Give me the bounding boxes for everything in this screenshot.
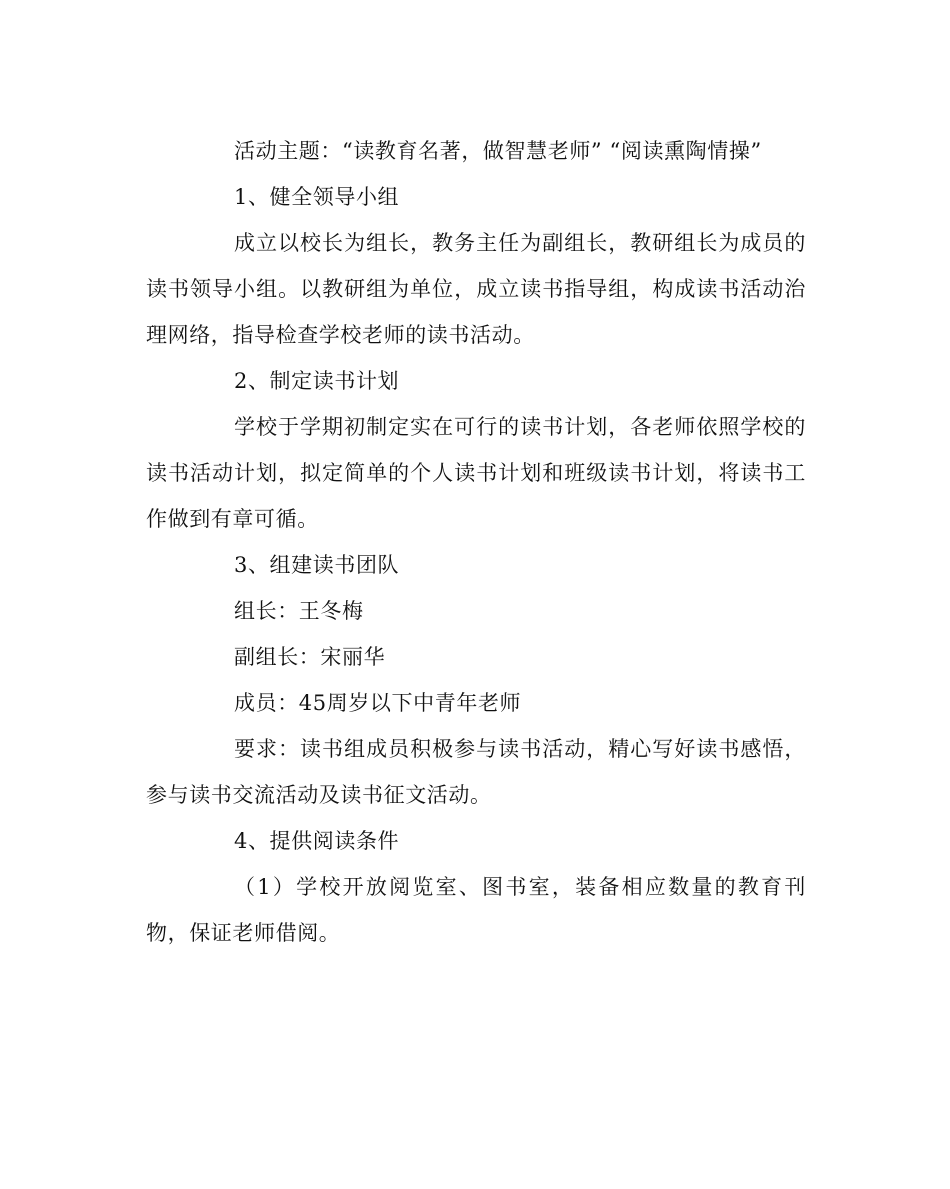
section-heading-3: 3、组建读书团队 <box>234 553 400 577</box>
section-heading-1: 1、健全领导小组 <box>234 185 400 209</box>
document-body <box>146 128 806 956</box>
team-members: 成员：45周岁以下中青年老师 <box>234 691 522 715</box>
section-body-2: 学校于学期初制定实在可行的读书计划，各老师依照学校的读书活动计划，拟定简单的个人读书计划和班级读书计划，将读书工作做到有章可循。 <box>146 415 806 531</box>
team-requirements: 要求：读书组成员积极参与读书活动，精心写好读书感悟，参与读书交流活动及读书征文活动。 <box>146 737 806 807</box>
team-leader: 组长：王冬梅 <box>234 599 364 623</box>
section-body-4-item-1: （1）学校开放阅览室、图书室，装备相应数量的教育刊物，保证老师借阅。 <box>146 875 806 945</box>
section-heading-4: 4、提供阅读条件 <box>234 829 400 853</box>
team-deputy-leader: 副组长：宋丽华 <box>234 645 386 669</box>
activity-theme: 活动主题：“读教育名著，做智慧老师” “阅读熏陶情操” <box>234 139 762 163</box>
section-body-1: 成立以校长为组长，教务主任为副组长，教研组长为成员的读书领导小组。以教研组为单位，成立读书指导组，构成读书活动治理网络，指导检查学校老师的读书活动。 <box>146 231 806 347</box>
section-heading-2: 2、制定读书计划 <box>234 369 400 393</box>
